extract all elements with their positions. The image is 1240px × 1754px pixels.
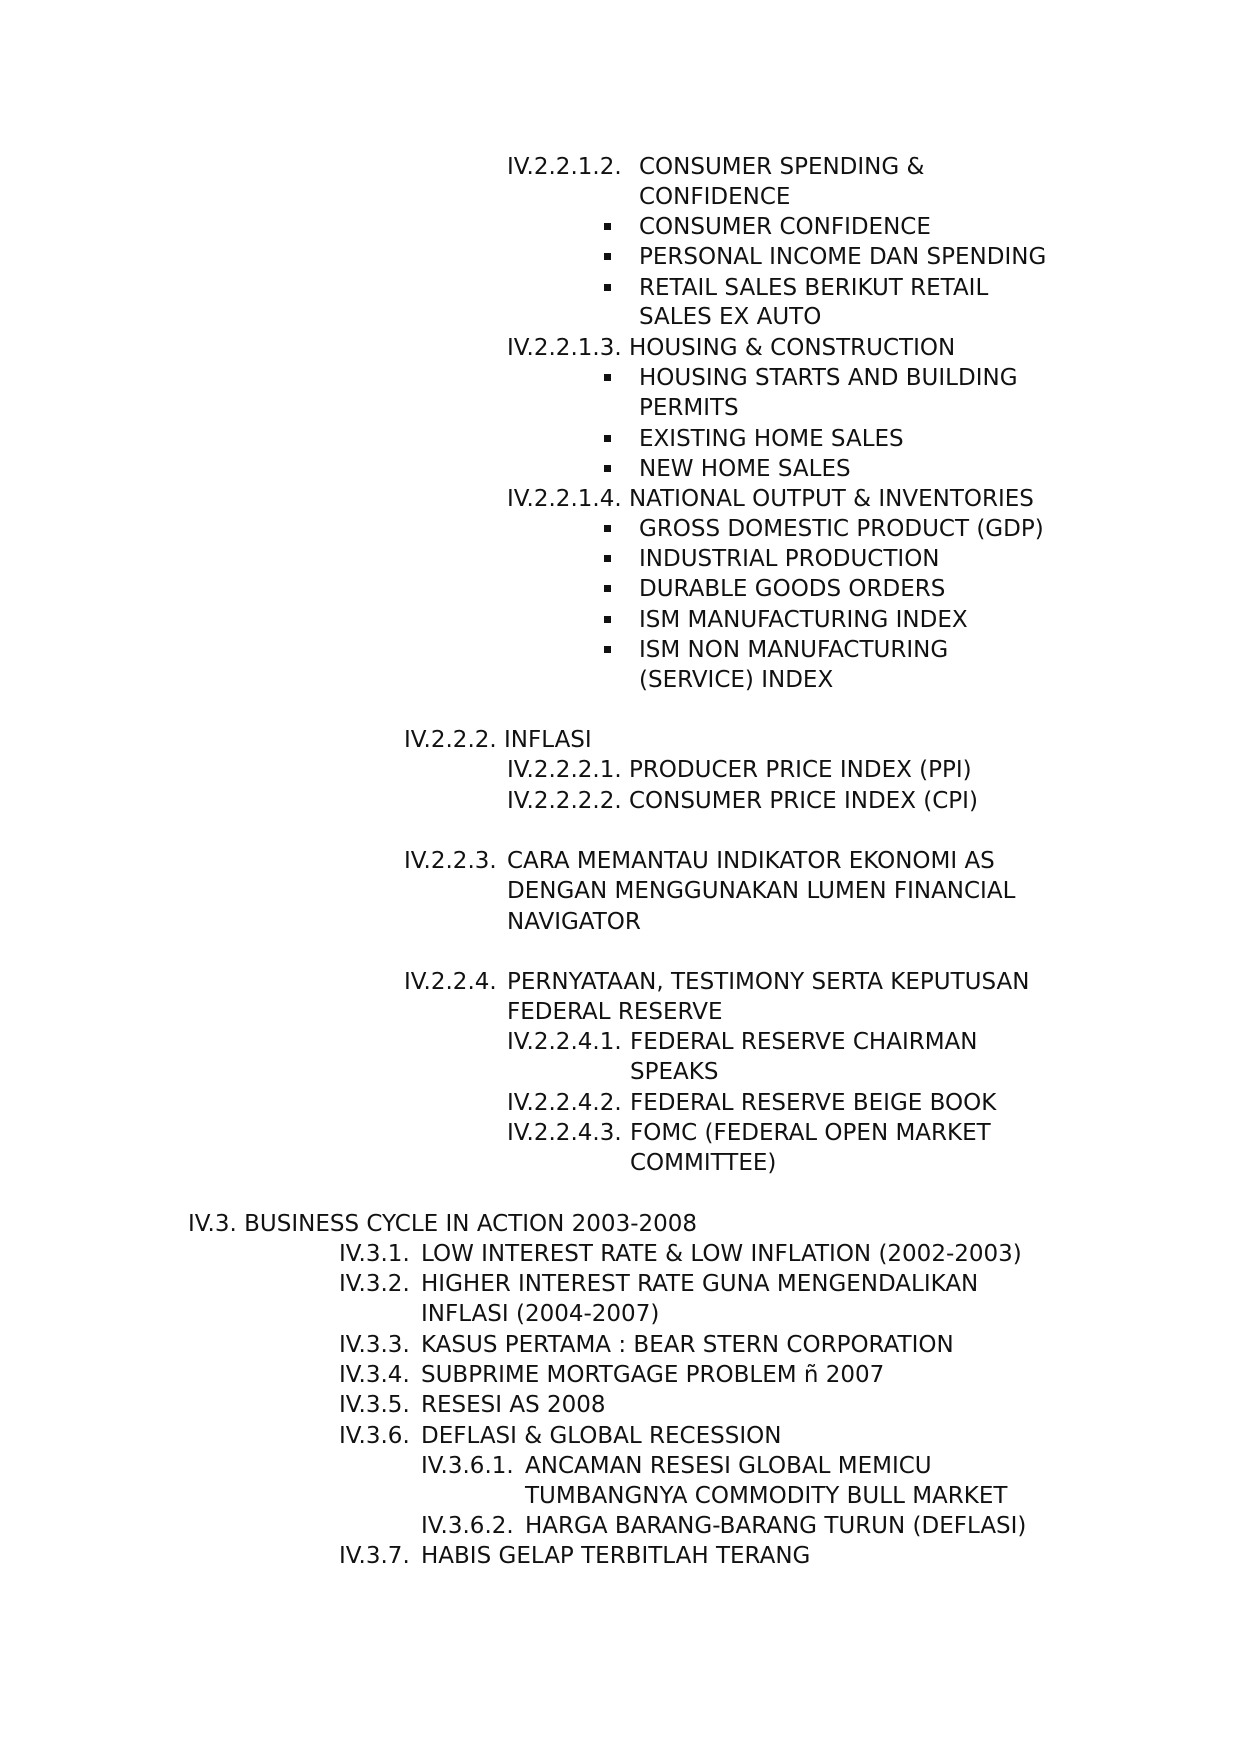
heading: IV.2.2.1.3. HOUSING & CONSTRUCTION [507, 335, 956, 361]
item-text: LOW INTEREST RATE & LOW INFLATION (2002-2003) [421, 1241, 1022, 1267]
sub-heading-text: FEDERAL RESERVE BEIGE BOOK [630, 1090, 997, 1116]
item-number: IV.3.7. [339, 1543, 410, 1569]
bullet-icon [604, 525, 611, 532]
list-item: EXISTING HOME SALES [639, 426, 904, 452]
bullet-icon [604, 555, 611, 562]
item-text: SUBPRIME MORTGAGE PROBLEM ñ 2007 [421, 1362, 885, 1388]
item-number: IV.3.6. [339, 1423, 410, 1449]
sub-item-text: TUMBANGNYA COMMODITY BULL MARKET [525, 1483, 1008, 1509]
list-item: NEW HOME SALES [639, 456, 851, 482]
heading-number: IV.2.2.1.2. [507, 154, 622, 180]
sub-heading-text: FEDERAL RESERVE CHAIRMAN [630, 1029, 978, 1055]
heading-text: CONFIDENCE [639, 184, 791, 210]
heading-number: IV.2.2.4. [404, 969, 497, 995]
list-item: ISM NON MANUFACTURING [639, 637, 949, 663]
heading-text: FEDERAL RESERVE [507, 999, 723, 1025]
sub-heading: IV.2.2.2.1. PRODUCER PRICE INDEX (PPI) [507, 757, 972, 783]
bullet-icon [604, 374, 611, 381]
bullet-icon [604, 585, 611, 592]
bullet-icon [604, 284, 611, 291]
heading-text: PERNYATAAN, TESTIMONY SERTA KEPUTUSAN [507, 969, 1030, 995]
sub-heading-number: IV.2.2.4.1. [507, 1029, 622, 1055]
sub-heading-text: SPEAKS [630, 1059, 719, 1085]
bullet-icon [604, 465, 611, 472]
item-number: IV.3.1. [339, 1241, 410, 1267]
heading: IV.2.2.1.4. NATIONAL OUTPUT & INVENTORIES [507, 486, 1034, 512]
list-item: INDUSTRIAL PRODUCTION [639, 546, 940, 572]
list-item: PERSONAL INCOME DAN SPENDING [639, 244, 1047, 270]
item-text: HABIS GELAP TERBITLAH TERANG [421, 1543, 811, 1569]
heading-text: DENGAN MENGGUNAKAN LUMEN FINANCIAL [507, 878, 1016, 904]
list-item: HOUSING STARTS AND BUILDING [639, 365, 1018, 391]
heading-number: IV.2.2.3. [404, 848, 497, 874]
bullet-icon [604, 435, 611, 442]
item-text: HIGHER INTEREST RATE GUNA MENGENDALIKAN [421, 1271, 979, 1297]
bullet-icon [604, 646, 611, 653]
item-text: DEFLASI & GLOBAL RECESSION [421, 1423, 782, 1449]
list-item: DURABLE GOODS ORDERS [639, 576, 946, 602]
list-item: CONSUMER CONFIDENCE [639, 214, 931, 240]
sub-item-text: HARGA BARANG-BARANG TURUN (DEFLASI) [525, 1513, 1027, 1539]
item-number: IV.3.2. [339, 1271, 410, 1297]
list-item: (SERVICE) INDEX [639, 667, 834, 693]
sub-heading: IV.2.2.2.2. CONSUMER PRICE INDEX (CPI) [507, 788, 978, 814]
list-item: PERMITS [639, 395, 739, 421]
sub-heading-number: IV.2.2.4.2. [507, 1090, 622, 1116]
sub-item-number: IV.3.6.2. [421, 1513, 514, 1539]
bullet-icon [604, 253, 611, 260]
list-item: ISM MANUFACTURING INDEX [639, 607, 968, 633]
sub-heading-number: IV.2.2.4.3. [507, 1120, 622, 1146]
sub-item-text: ANCAMAN RESESI GLOBAL MEMICU [525, 1453, 932, 1479]
bullet-icon [604, 616, 611, 623]
heading-text: CONSUMER SPENDING & [639, 154, 925, 180]
item-text: RESESI AS 2008 [421, 1392, 606, 1418]
list-item: RETAIL SALES BERIKUT RETAIL [639, 275, 989, 301]
item-number: IV.3.4. [339, 1362, 410, 1388]
item-text: INFLASI (2004-2007) [421, 1301, 660, 1327]
item-number: IV.3.5. [339, 1392, 410, 1418]
sub-heading-text: FOMC (FEDERAL OPEN MARKET [630, 1120, 991, 1146]
heading-text: CARA MEMANTAU INDIKATOR EKONOMI AS [507, 848, 995, 874]
section-heading: IV.3. BUSINESS CYCLE IN ACTION 2003-2008 [188, 1211, 698, 1237]
list-item: GROSS DOMESTIC PRODUCT (GDP) [639, 516, 1044, 542]
sub-item-number: IV.3.6.1. [421, 1453, 514, 1479]
bullet-icon [604, 223, 611, 230]
heading-text: NAVIGATOR [507, 909, 641, 935]
heading: IV.2.2.2. INFLASI [404, 727, 592, 753]
sub-heading-text: COMMITTEE) [630, 1150, 777, 1176]
item-text: KASUS PERTAMA : BEAR STERN CORPORATION [421, 1332, 954, 1358]
list-item: SALES EX AUTO [639, 304, 822, 330]
item-number: IV.3.3. [339, 1332, 410, 1358]
